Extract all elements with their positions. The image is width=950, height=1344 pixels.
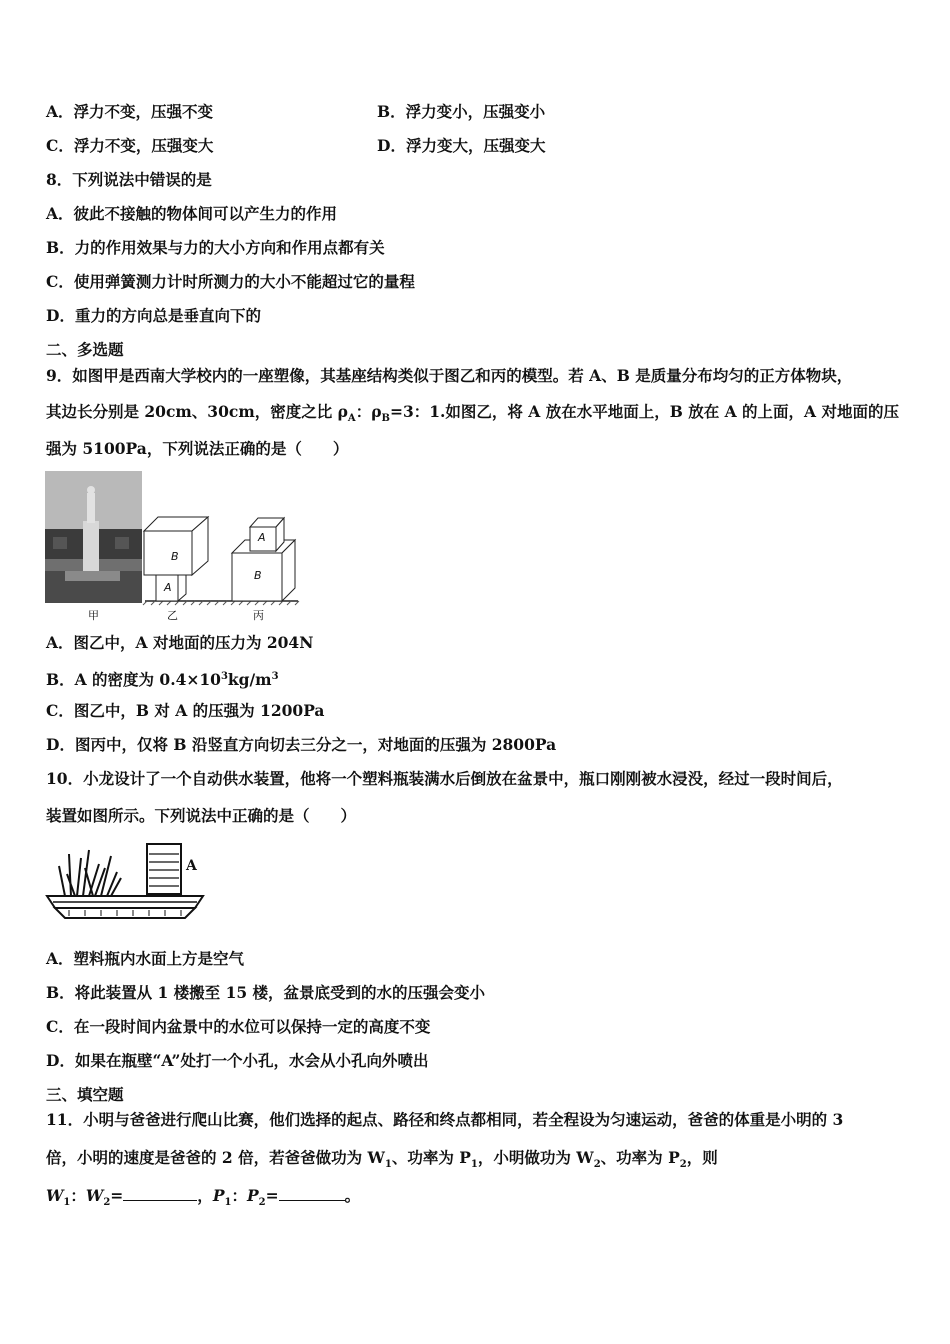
q8-option-d: D．重力的方向总是垂直向下的 (46, 306, 261, 325)
point-a-label: A (186, 858, 197, 874)
q10-option-b: B．将此装置从 1 楼搬至 15 楼，盆景底受到的水的压强会变小 (46, 983, 486, 1002)
q9-stem-line2: 其边长分别是 20cm、30cm，密度之比 $\rho_A$：$\rho_B=3$：1.如图乙，将 A 放在水平地面上，B 放在 A 的上面，A 对地面的压 (46, 402, 899, 425)
q11-answer-line: $W_1$：$W_2=$ ，$P_1$：$P_2=$ 。 (46, 1186, 361, 1209)
answer-blank-power-ratio[interactable] (279, 1186, 345, 1201)
statue (87, 493, 95, 523)
q9-figure (45, 471, 305, 621)
plant-grass (59, 850, 121, 896)
q9-option-a: A．图乙中，A 对地面的压力为 204N (46, 633, 314, 652)
q11-stem-line2: 倍，小明的速度是爸爸的 2 倍，若爸爸做功为 $W_1$、功率为 $P_1$，小明做功为 $W_2$、功率为 $P_2$，则 (46, 1148, 718, 1171)
q10-option-d: D．如果在瓶壁“A”处打一个小孔，水会从小孔向外喷出 (46, 1051, 429, 1070)
caption-yi: 乙 (167, 609, 178, 622)
block-b-label-bing: B (254, 569, 262, 582)
block-b-label-yi: B (171, 550, 179, 563)
section-heading-fill-in: 三、填空题 (46, 1085, 124, 1104)
q9-option-b: B．A 的密度为 $0.4\times 10^3kg/m^3$ (46, 670, 279, 690)
q8-option-c: C．使用弹簧测力计时所测力的大小不能超过它的量程 (46, 272, 415, 291)
q8-option-b: B．力的作用效果与力的大小方向和作用点都有关 (46, 238, 385, 257)
q10-figure (45, 838, 205, 938)
statue-pedestal (83, 521, 99, 571)
section-heading-multiple-choice: 二、多选题 (46, 340, 124, 359)
q10-option-a: A．塑料瓶内水面上方是空气 (46, 949, 245, 968)
q10-option-c: C．在一段时间内盆景中的水位可以保持一定的高度不变 (46, 1017, 431, 1036)
q7-option-b: B．浮力变小，压强变小 (377, 102, 546, 121)
q9-figure-svg (45, 471, 305, 621)
block-a-label-bing: A (258, 531, 266, 544)
q7-option-d: D．浮力变大，压强变大 (377, 136, 546, 155)
q9-option-d: D．图丙中，仅将 B 沿竖直方向切去三分之一，对地面的压强为 2800Pa (46, 735, 557, 754)
q11-stem-line1: 11．小明与爸爸进行爬山比赛，他们选择的起点、路径和终点都相同，若全程设为匀速运动，爸爸的体重是小明的 3 (46, 1110, 844, 1129)
q9-stem-line1: 9．如图甲是西南大学校内的一座塑像，其基座结构类似于图乙和丙的模型。若 A、B 是质量分布均匀的正方体物块， (46, 366, 853, 385)
block-a-label-yi: A (164, 581, 172, 594)
q7-option-a: A．浮力不变，压强不变 (46, 102, 214, 121)
q9-stem-line3: 强为 5100Pa，下列说法正确的是（ ） (46, 439, 349, 458)
q7-option-c: C．浮力不变，压强变大 (46, 136, 214, 155)
q10-stem-line1: 10．小龙设计了一个自动供水装置，他将一个塑料瓶装满水后倒放在盆景中，瓶口刚刚被水浸没，经过一段时间后， (46, 769, 843, 788)
caption-bing: 丙 (253, 609, 264, 622)
q10-figure-svg (45, 838, 205, 938)
q9-option-c: C．图乙中，B 对 A 的压强为 1200Pa (46, 701, 325, 720)
caption-jia: 甲 (88, 609, 99, 622)
q8-stem: 8．下列说法中错误的是 (46, 170, 212, 189)
answer-blank-work-ratio[interactable] (123, 1186, 197, 1201)
q10-stem-line2: 装置如图所示。下列说法中正确的是（ ） (46, 806, 357, 825)
q8-option-a: A．彼此不接触的物体间可以产生力的作用 (46, 204, 338, 223)
